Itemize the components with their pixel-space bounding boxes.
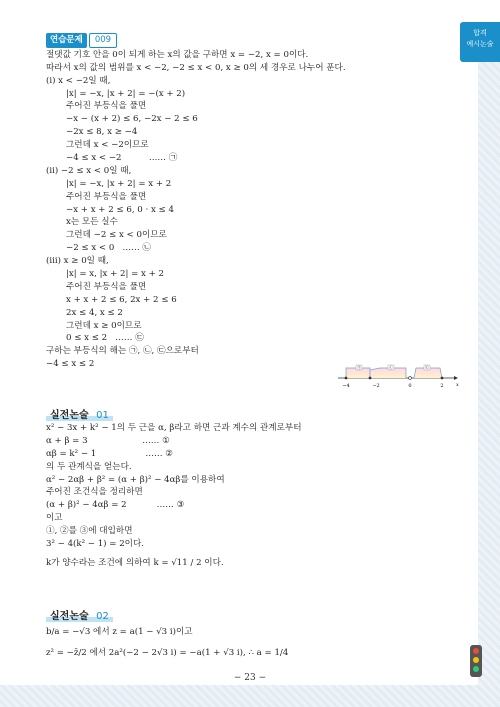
body-line: ①, ②를 ③에 대입하면 <box>46 526 133 537</box>
tick-label: −4 <box>342 383 350 389</box>
body-line: αβ = k² − 1 …… ② <box>46 448 174 459</box>
number-line-diagram <box>336 360 460 390</box>
solution-line: |x| = x, |x + 2| = x + 2 <box>66 269 165 280</box>
solution-line: |x| = −x, |x + 2| = x + 2 <box>66 178 172 189</box>
case-heading: (ⅱ) −2 ≤ x < 0일 때, <box>46 165 132 176</box>
section-heading-02 <box>46 607 113 622</box>
section-02-body <box>46 626 446 660</box>
solution-line: x는 모든 실수 <box>66 217 118 228</box>
solution-line: 0 ≤ x ≤ 2 …… ㉢ <box>66 333 144 344</box>
solution-line: 주어진 부등식을 풀면 <box>66 281 147 292</box>
body-line: b/a = −√3 에서 z = a(1 − √3 i)이고 <box>46 627 193 637</box>
solution-line: 2x ≤ 4, x ≤ 2 <box>66 307 123 318</box>
body-line: k가 양수라는 조건에 의하여 k = √11 / 2 이다. <box>46 557 224 568</box>
solution-line: −2x ≤ 8, x ≥ −4 <box>66 127 138 138</box>
region-label: ㉡ <box>389 365 393 370</box>
solution-line: 그런데 −2 ≤ x < 0이므로 <box>66 230 167 241</box>
practice-number: 009 <box>89 33 117 48</box>
section-number: 02 <box>96 611 109 622</box>
body-line: 이고 <box>46 513 63 524</box>
practice-badge: 연습문제 <box>46 33 87 48</box>
section-number: 01 <box>96 410 109 421</box>
section-title: 실전논술 <box>50 410 89 421</box>
section-01-body <box>46 422 446 570</box>
body-line: 의 두 관계식을 얻는다. <box>46 461 132 472</box>
body-line: 3² − 4(k² − 1) = 2이다. <box>46 539 145 550</box>
side-tab-line2: 예시논술 <box>466 40 494 48</box>
axis-label: x <box>456 382 459 388</box>
traffic-light-icon <box>470 645 482 677</box>
solution-line: −2 ≤ x < 0 …… ㉡ <box>66 243 152 254</box>
final-answer: −4 ≤ x ≤ 2 <box>46 359 95 370</box>
solution-line: 절댓값 기호 안을 0이 되게 하는 x의 값을 구하면 x = −2, x = 0이다. <box>46 49 309 60</box>
body-line: (α + β)² − 4αβ = 2 …… ③ <box>46 500 185 511</box>
body-line: 주어진 조건식을 정리하면 <box>46 487 143 498</box>
solution-line: 따라서 x의 값의 범위를 x < −2, −2 ≤ x < 0, x ≥ 0의 세 경우로 나누어 푼다. <box>46 62 346 73</box>
solution-line: x + x + 2 ≤ 6, 2x + 2 ≤ 6 <box>66 294 177 305</box>
solution-line: 주어진 부등식을 풀면 <box>66 101 147 112</box>
solution-line: 주어진 부등식을 풀면 <box>66 191 147 202</box>
section-title: 실전논술 <box>50 611 89 622</box>
practice-solution <box>46 33 446 371</box>
decorative-right-strip <box>478 62 500 692</box>
section-heading-01 <box>46 406 113 421</box>
region-label: ㉢ <box>425 365 429 370</box>
body-line: α + β = 3 …… ① <box>46 435 170 446</box>
conclusion-line: 구하는 부등식의 해는 ㉠, ㉡, ㉢으로부터 <box>46 346 199 357</box>
case-heading: (ⅰ) x < −2일 때, <box>46 75 111 86</box>
solution-line: 그런데 x < −2이므로 <box>66 140 149 151</box>
page-number: − 23 − <box>233 673 267 683</box>
body-line: x² − 3x + k² − 1의 두 근을 α, β라고 하면 근과 계수의 관계로부터 <box>46 423 302 433</box>
case-heading: (ⅲ) x ≥ 0일 때, <box>46 256 109 267</box>
body-line: z² = −z̄/2 에서 2a²(−2 − 2√3 i) = −a(1 + √3 i), ∴ a = 1/4 <box>46 647 289 658</box>
region-label: ㉠ <box>357 365 361 370</box>
tick-label: 2 <box>440 383 444 389</box>
tick-label: 0 <box>408 383 412 389</box>
body-line: α² − 2αβ + β² = (α + β)² − 4αβ를 이용하여 <box>46 474 225 485</box>
side-tab-line1: 합격 <box>473 29 487 37</box>
solution-line: −x + x + 2 ≤ 6, 0 · x ≤ 4 <box>66 204 174 215</box>
solution-line: |x| = −x, |x + 2| = −(x + 2) <box>66 88 186 99</box>
decorative-bottom-strip <box>0 685 500 707</box>
solution-line: −4 ≤ x < −2 …… ㉠ <box>66 153 178 164</box>
tick-label: −2 <box>372 383 380 389</box>
solution-line: 그런데 x ≥ 0이므로 <box>66 320 142 331</box>
section-side-tab[interactable] <box>460 22 500 62</box>
solution-line: −x − (x + 2) ≤ 6, −2x − 2 ≤ 6 <box>66 114 198 125</box>
